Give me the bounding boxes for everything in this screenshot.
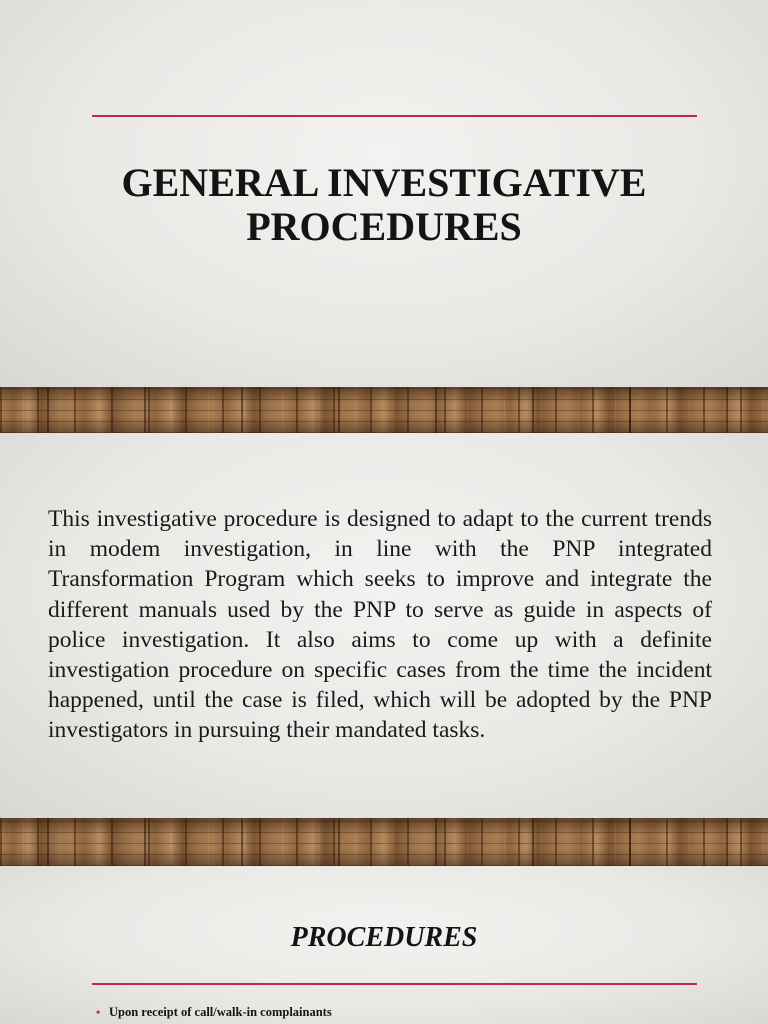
procedures-rule [92, 983, 697, 985]
slide-title-heading [40, 161, 728, 249]
title-line-1: GENERAL INVESTIGATIVE [121, 160, 647, 205]
slide-procedures [0, 866, 768, 1024]
procedures-list [96, 1004, 332, 1020]
intro-paragraph: This investigative procedure is designed to adapt to the current trends in modem investigation, in line with the PNP integrated Transformation Program which seeks to improve and integrate the different manuals used by the PNP to serve as guide in aspects of police investigation. It also aims to come up with a definite investigation procedure on specific cases from the time the incident happened, until the case is filed, which will be adopted by the PNP investigators in pursuing their mandated tasks. [48, 506, 712, 744]
bullet-text: Upon receipt of call/walk-in complainants [109, 1005, 332, 1019]
title-top-rule [92, 115, 697, 117]
list-item [96, 1004, 332, 1020]
slide-title [0, 0, 768, 387]
wood-floor-band-2 [0, 818, 768, 866]
bullet-marker: • [96, 1005, 101, 1019]
title-line-2: PROCEDURES [246, 204, 522, 249]
wood-floor-band-1 [0, 387, 768, 433]
slide-intro [0, 433, 768, 818]
procedures-heading: PROCEDURES [290, 922, 478, 953]
